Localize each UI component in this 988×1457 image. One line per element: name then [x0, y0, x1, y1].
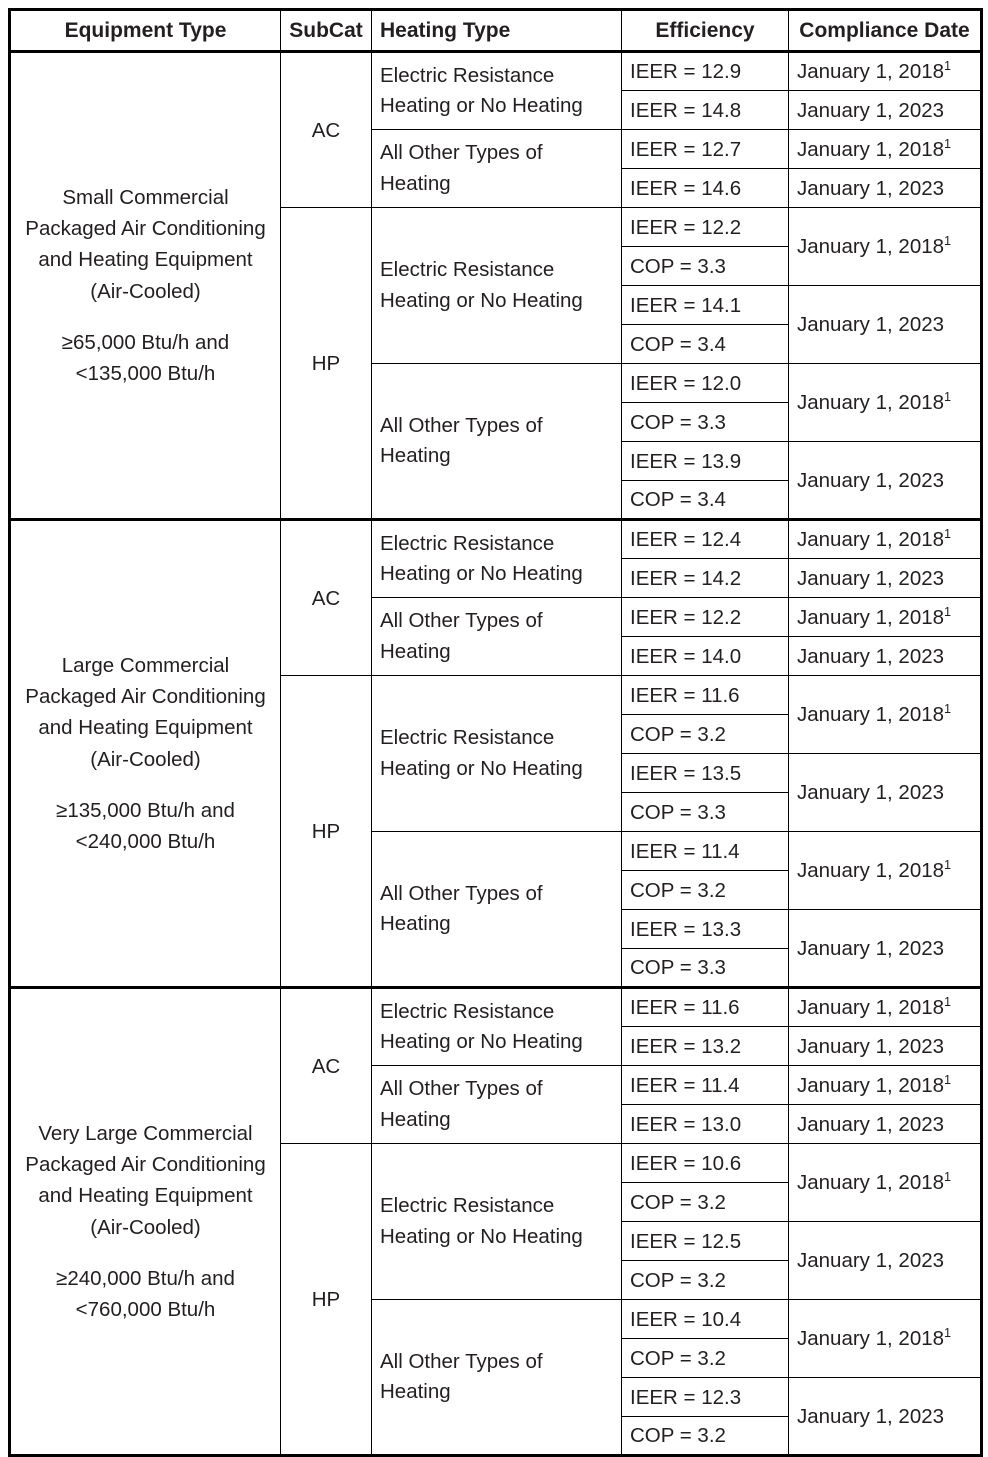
heating-type-cell: All Other Types of Heating: [372, 130, 622, 208]
efficiency-cell: IEER = 11.4: [622, 1066, 789, 1105]
efficiency-cell: COP = 3.3: [622, 949, 789, 988]
efficiency-cell: COP = 3.3: [622, 793, 789, 832]
equipment-type-name: Large Commercial Packaged Air Conditioning and Heating Equipment (Air-Cooled): [25, 654, 266, 771]
footnote-marker: 1: [944, 526, 952, 542]
compliance-date-cell: January 1, 2023: [789, 169, 982, 208]
efficiency-cell: COP = 3.4: [622, 481, 789, 520]
heating-type-cell: All Other Types of Heating: [372, 364, 622, 520]
efficiency-cell: IEER = 14.6: [622, 169, 789, 208]
table-row: [10, 52, 982, 91]
heating-type-cell: Electric Resistance Heating or No Heating: [372, 52, 622, 130]
subcat-cell-hp: HP: [281, 676, 372, 988]
column-header-equipment-type: Equipment Type: [10, 10, 281, 52]
capacity-range-line-2: <135,000 Btu/h: [75, 361, 216, 385]
equipment-type-cell: [10, 988, 281, 1456]
compliance-date-cell: January 1, 2018$^1$: [789, 832, 982, 910]
compliance-date-cell: January 1, 2018$^1$: [789, 988, 982, 1027]
efficiency-cell: COP = 3.3: [622, 247, 789, 286]
efficiency-cell: COP = 3.2: [622, 1183, 789, 1222]
efficiency-cell: COP = 3.2: [622, 1261, 789, 1300]
compliance-date-cell: January 1, 2023: [789, 754, 982, 832]
efficiency-cell: IEER = 12.5: [622, 1222, 789, 1261]
compliance-date-cell: January 1, 2023: [789, 1222, 982, 1300]
capacity-range-line-2: <760,000 Btu/h: [75, 1297, 216, 1321]
footnote-marker: 1: [944, 58, 952, 74]
footnote-marker: 1: [944, 994, 952, 1010]
table-header: [10, 10, 982, 52]
heating-type-cell: All Other Types of Heating: [372, 832, 622, 988]
compliance-date-cell: January 1, 2023: [789, 637, 982, 676]
efficiency-cell: IEER = 12.7: [622, 130, 789, 169]
capacity-range-line-2: <240,000 Btu/h: [75, 829, 216, 853]
compliance-date-cell: January 1, 2023: [789, 1105, 982, 1144]
heating-type-cell: All Other Types of Heating: [372, 598, 622, 676]
efficiency-cell: IEER = 12.0: [622, 364, 789, 403]
compliance-date-cell: January 1, 2018$^1$: [789, 520, 982, 559]
efficiency-cell: IEER = 11.6: [622, 988, 789, 1027]
footnote-marker: 1: [944, 701, 952, 717]
heating-type-cell: Electric Resistance Heating or No Heating: [372, 520, 622, 598]
subcat-cell-ac: AC: [281, 52, 372, 208]
compliance-date-cell: January 1, 2018$^1$: [789, 598, 982, 637]
equipment-spacer: [21, 1243, 270, 1263]
efficiency-cell: COP = 3.2: [622, 1339, 789, 1378]
efficiency-cell: IEER = 13.3: [622, 910, 789, 949]
equipment-spacer: [21, 775, 270, 795]
column-header-efficiency: Efficiency: [622, 10, 789, 52]
heating-type-cell: Electric Resistance Heating or No Heating: [372, 208, 622, 364]
efficiency-cell: IEER = 11.4: [622, 832, 789, 871]
efficiency-cell: IEER = 12.4: [622, 520, 789, 559]
column-header-subcat: SubCat: [281, 10, 372, 52]
efficiency-cell: IEER = 14.0: [622, 637, 789, 676]
compliance-date-cell: January 1, 2018$^1$: [789, 1144, 982, 1222]
compliance-date-cell: January 1, 2023: [789, 559, 982, 598]
compliance-date-cell: January 1, 2018$^1$: [789, 364, 982, 442]
equipment-spacer: [21, 307, 270, 327]
compliance-date-cell: January 1, 2018$^1$: [789, 52, 982, 91]
compliance-date-cell: January 1, 2023: [789, 910, 982, 988]
compliance-date-cell: January 1, 2023: [789, 1378, 982, 1456]
compliance-date-cell: January 1, 2023: [789, 91, 982, 130]
footnote-marker: 1: [944, 389, 952, 405]
capacity-range-line-1: ≥65,000 Btu/h and: [61, 330, 230, 354]
capacity-range-line-1: ≥135,000 Btu/h and: [56, 798, 235, 822]
heating-type-cell: All Other Types of Heating: [372, 1300, 622, 1456]
heating-type-cell: Electric Resistance Heating or No Heating: [372, 988, 622, 1066]
footnote-marker: 1: [944, 857, 952, 873]
compliance-date-cell: January 1, 2023: [789, 1027, 982, 1066]
header-row: [10, 10, 982, 52]
compliance-date-cell: January 1, 2018$^1$: [789, 130, 982, 169]
efficiency-cell: IEER = 12.9: [622, 52, 789, 91]
efficiency-cell: IEER = 12.2: [622, 208, 789, 247]
efficiency-cell: IEER = 13.2: [622, 1027, 789, 1066]
equipment-type-cell: [10, 520, 281, 988]
column-header-compliance-date: Compliance Date: [789, 10, 982, 52]
efficiency-cell: IEER = 10.4: [622, 1300, 789, 1339]
footnote-marker: 1: [944, 603, 952, 619]
efficiency-cell: COP = 3.2: [622, 1417, 789, 1456]
footnote-marker: 1: [944, 1169, 952, 1185]
compliance-date-cell: January 1, 2018$^1$: [789, 208, 982, 286]
efficiency-cell: COP = 3.4: [622, 325, 789, 364]
table-row: [10, 520, 982, 559]
efficiency-cell: COP = 3.2: [622, 871, 789, 910]
heating-type-cell: Electric Resistance Heating or No Heating: [372, 1144, 622, 1300]
compliance-date-cell: January 1, 2023: [789, 442, 982, 520]
equipment-type-cell: [10, 52, 281, 520]
table-body: [10, 52, 982, 1456]
footnote-marker: 1: [944, 233, 952, 249]
subcat-cell-ac: AC: [281, 988, 372, 1144]
efficiency-cell: IEER = 13.5: [622, 754, 789, 793]
efficiency-cell: COP = 3.2: [622, 715, 789, 754]
footnote-marker: 1: [944, 135, 952, 151]
heating-type-cell: All Other Types of Heating: [372, 1066, 622, 1144]
heating-type-cell: Electric Resistance Heating or No Heating: [372, 676, 622, 832]
efficiency-cell: COP = 3.3: [622, 403, 789, 442]
efficiency-cell: IEER = 11.6: [622, 676, 789, 715]
efficiency-cell: IEER = 13.9: [622, 442, 789, 481]
efficiency-cell: IEER = 14.2: [622, 559, 789, 598]
efficiency-cell: IEER = 10.6: [622, 1144, 789, 1183]
subcat-cell-hp: HP: [281, 1144, 372, 1456]
efficiency-cell: IEER = 14.8: [622, 91, 789, 130]
efficiency-cell: IEER = 14.1: [622, 286, 789, 325]
subcat-cell-ac: AC: [281, 520, 372, 676]
equipment-efficiency-table: [8, 8, 983, 1457]
compliance-date-cell: January 1, 2018$^1$: [789, 1300, 982, 1378]
footnote-marker: 1: [944, 1325, 952, 1341]
compliance-date-cell: January 1, 2018$^1$: [789, 1066, 982, 1105]
compliance-date-cell: January 1, 2018$^1$: [789, 676, 982, 754]
footnote-marker: 1: [944, 1071, 952, 1087]
column-header-heating-type: Heating Type: [372, 10, 622, 52]
subcat-cell-hp: HP: [281, 208, 372, 520]
efficiency-cell: IEER = 13.0: [622, 1105, 789, 1144]
compliance-date-cell: January 1, 2023: [789, 286, 982, 364]
capacity-range-line-1: ≥240,000 Btu/h and: [56, 1266, 235, 1290]
efficiency-cell: IEER = 12.2: [622, 598, 789, 637]
equipment-type-name: Small Commercial Packaged Air Conditioning and Heating Equipment (Air-Cooled): [25, 186, 266, 303]
equipment-type-name: Very Large Commercial Packaged Air Conditioning and Heating Equipment (Air-Cooled): [25, 1122, 266, 1239]
efficiency-cell: IEER = 12.3: [622, 1378, 789, 1417]
table-row: [10, 988, 982, 1027]
